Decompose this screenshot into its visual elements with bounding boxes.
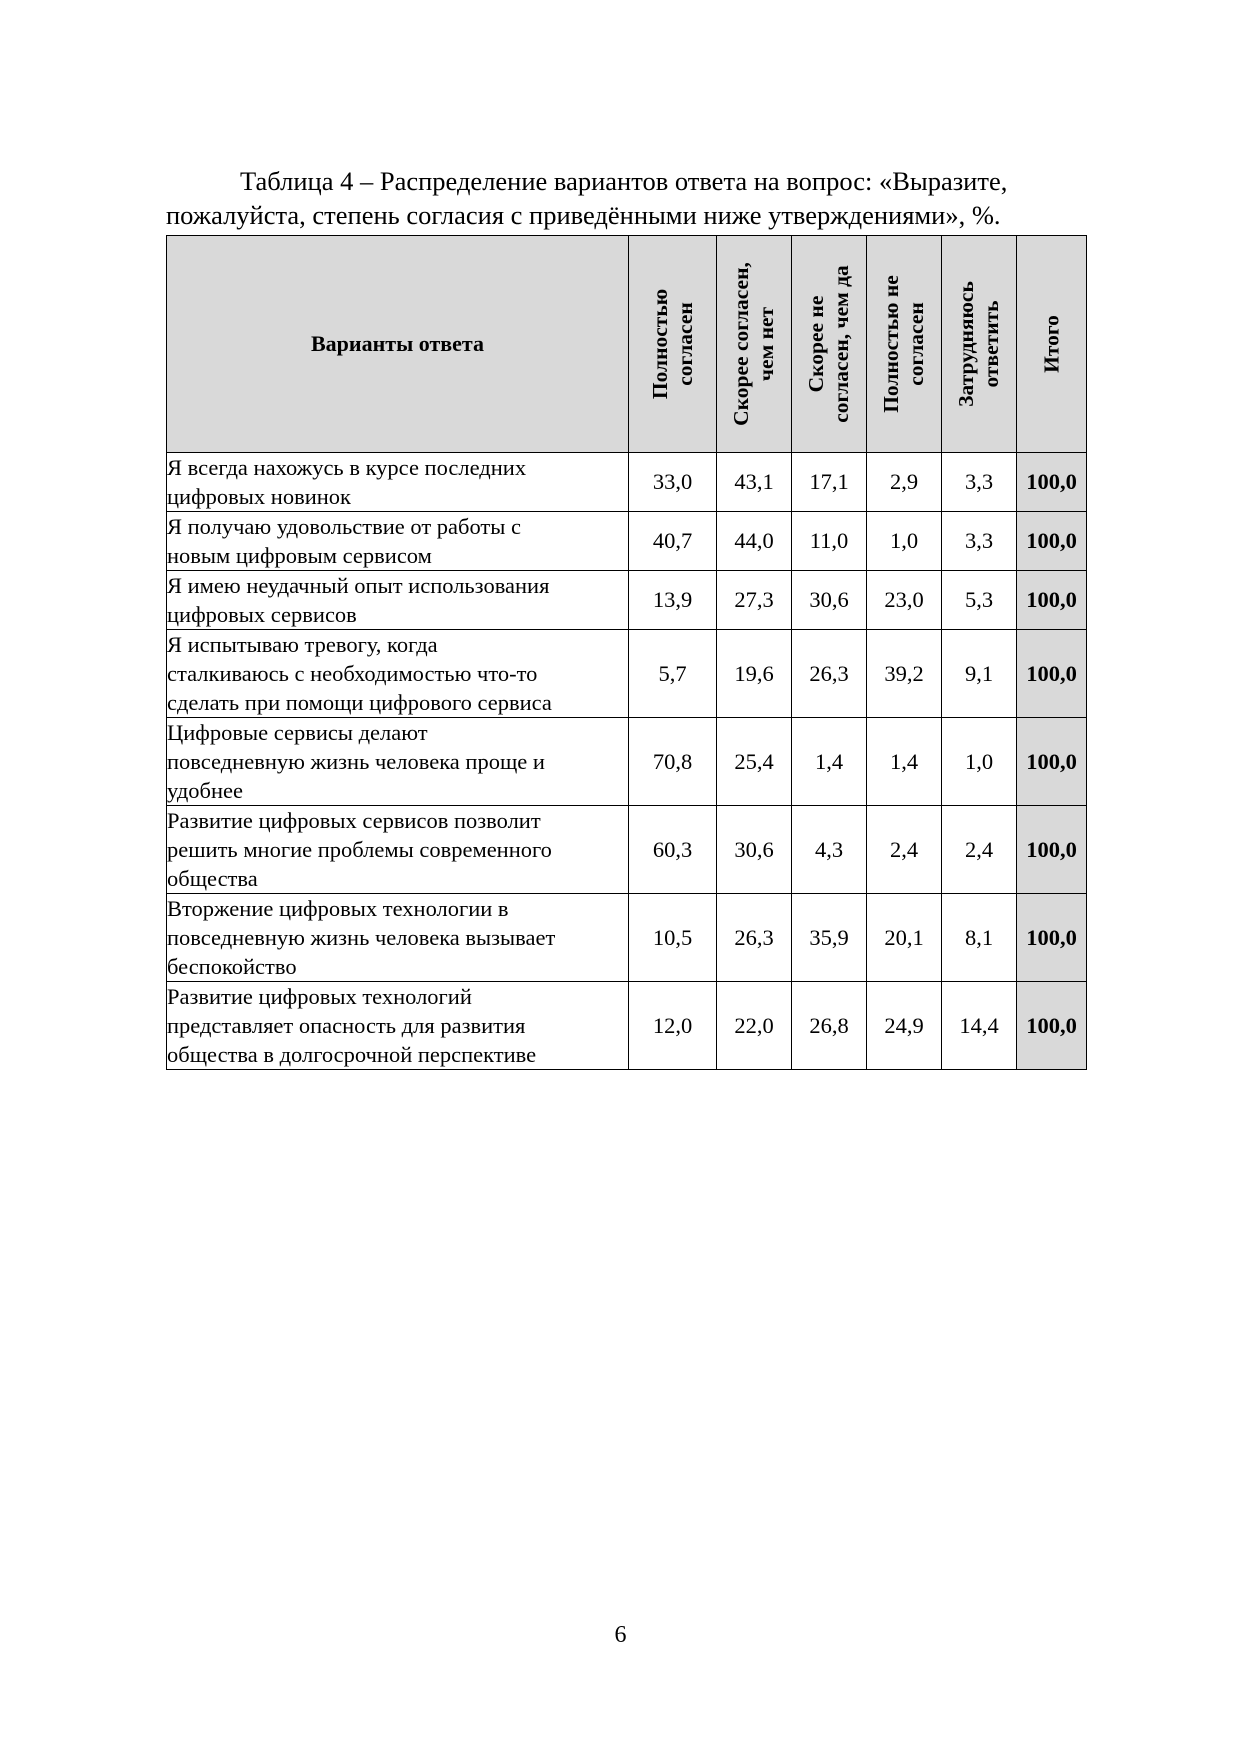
value-cell: 30,6 <box>792 571 867 630</box>
header-fully-disagree-line-1: Полностью не <box>879 275 903 413</box>
row-label-line: Развитие цифровых сервисов позволит <box>167 808 541 833</box>
row-label-line: повседневную жизнь человека проще и <box>167 749 545 774</box>
header-fully-agree-line-1: Полностью <box>647 288 672 400</box>
value-cell: 1,0 <box>942 718 1017 806</box>
total-cell: 100,0 <box>1017 512 1087 571</box>
table-header-row <box>167 236 1087 453</box>
value-cell: 70,8 <box>629 718 717 806</box>
value-cell: 1,4 <box>867 718 942 806</box>
value-cell: 9,1 <box>942 630 1017 718</box>
value-cell: 12,0 <box>629 982 717 1070</box>
table-row <box>167 806 1087 894</box>
total-cell: 100,0 <box>1017 894 1087 982</box>
header-rather-disagree-line-1: Скорее не <box>804 295 828 393</box>
value-cell: 4,3 <box>792 806 867 894</box>
row-label-line: удобнее <box>167 778 243 803</box>
value-cell: 5,7 <box>629 630 717 718</box>
total-cell: 100,0 <box>1017 806 1087 894</box>
total-cell: 100,0 <box>1017 453 1087 512</box>
row-label-line: Я испытываю тревогу, когда <box>167 632 438 657</box>
total-cell: 100,0 <box>1017 571 1087 630</box>
row-label <box>167 571 629 630</box>
row-label-line: сделать при помощи цифрового сервиса <box>167 690 552 715</box>
row-label <box>167 894 629 982</box>
value-cell: 2,9 <box>867 453 942 512</box>
header-rather-disagree <box>792 236 867 453</box>
row-label-line: Я всегда нахожусь в курсе последних <box>167 455 527 480</box>
value-cell: 39,2 <box>867 630 942 718</box>
row-label-line: Вторжение цифровых технологии в <box>167 896 509 921</box>
table-row <box>167 894 1087 982</box>
row-label <box>167 982 629 1070</box>
total-cell: 100,0 <box>1017 982 1087 1070</box>
value-cell: 26,3 <box>717 894 792 982</box>
header-total-line-1: Итого <box>1039 315 1063 373</box>
header-variants <box>167 236 629 453</box>
header-fully-agree-line-2: согласен <box>672 302 697 386</box>
value-cell: 20,1 <box>867 894 942 982</box>
row-label-line: цифровых новинок <box>167 484 351 509</box>
value-cell: 3,3 <box>942 512 1017 571</box>
table-row <box>167 512 1087 571</box>
header-fully-disagree <box>867 236 942 453</box>
value-cell: 14,4 <box>942 982 1017 1070</box>
row-label-line: Цифровые сервисы делают <box>167 720 428 745</box>
row-label-line: беспокойство <box>167 954 297 979</box>
row-label-line: общества в долгосрочной перспективе <box>167 1042 537 1067</box>
row-label <box>167 806 629 894</box>
value-cell: 1,4 <box>792 718 867 806</box>
value-cell: 40,7 <box>629 512 717 571</box>
header-rather-agree-line-2: чем нет <box>754 306 778 382</box>
value-cell: 19,6 <box>717 630 792 718</box>
row-label <box>167 718 629 806</box>
row-label <box>167 512 629 571</box>
header-rather-agree-line-1: Скорее согласен, <box>729 262 753 426</box>
header-hard-to-answer-line-2: ответить <box>979 300 1003 388</box>
header-fully-disagree-line-2: согласен <box>904 302 928 386</box>
value-cell: 5,3 <box>942 571 1017 630</box>
header-variants-label: Варианты ответа <box>311 331 484 356</box>
total-cell: 100,0 <box>1017 630 1087 718</box>
value-cell: 33,0 <box>629 453 717 512</box>
row-label <box>167 453 629 512</box>
survey-table <box>166 235 1087 1070</box>
row-label-line: новым цифровым сервисом <box>167 543 432 568</box>
header-hard-to-answer-line-1: Затрудняюсь <box>954 281 978 407</box>
row-label-line: представляет опасность для развития <box>167 1013 526 1038</box>
table-row <box>167 571 1087 630</box>
row-label-line: Я получаю удовольствие от работы с <box>167 514 521 539</box>
header-rather-disagree-line-2: согласен, чем да <box>829 265 853 423</box>
page-number: 6 <box>614 1622 627 1648</box>
row-label-line: сталкиваюсь с необходимостью что-то <box>167 661 538 686</box>
value-cell: 2,4 <box>942 806 1017 894</box>
value-cell: 3,3 <box>942 453 1017 512</box>
value-cell: 44,0 <box>717 512 792 571</box>
value-cell: 35,9 <box>792 894 867 982</box>
header-rather-agree <box>717 236 792 453</box>
table-row <box>167 982 1087 1070</box>
caption-line-1: Таблица 4 – Распределение вариантов ответа на вопрос: «Выразите, <box>240 166 1008 196</box>
value-cell: 17,1 <box>792 453 867 512</box>
value-cell: 27,3 <box>717 571 792 630</box>
row-label-line: цифровых сервисов <box>167 602 357 627</box>
value-cell: 10,5 <box>629 894 717 982</box>
value-cell: 1,0 <box>867 512 942 571</box>
value-cell: 2,4 <box>867 806 942 894</box>
caption-line-2: пожалуйста, степень согласия с приведёнными ниже утверждениями», %. <box>166 200 1001 230</box>
header-hard-to-answer <box>942 236 1017 453</box>
table-row <box>167 630 1087 718</box>
value-cell: 60,3 <box>629 806 717 894</box>
value-cell: 22,0 <box>717 982 792 1070</box>
table-caption <box>166 164 1086 232</box>
header-total <box>1017 236 1087 453</box>
row-label-line: Развитие цифровых технологий <box>167 984 472 1009</box>
value-cell: 43,1 <box>717 453 792 512</box>
value-cell: 11,0 <box>792 512 867 571</box>
value-cell: 26,8 <box>792 982 867 1070</box>
row-label <box>167 630 629 718</box>
value-cell: 13,9 <box>629 571 717 630</box>
row-label-line: повседневную жизнь человека вызывает <box>167 925 556 950</box>
row-label-line: решить многие проблемы современного <box>167 837 552 862</box>
row-label-line: Я имею неудачный опыт использования <box>167 573 550 598</box>
table-row <box>167 453 1087 512</box>
value-cell: 8,1 <box>942 894 1017 982</box>
total-cell: 100,0 <box>1017 718 1087 806</box>
value-cell: 24,9 <box>867 982 942 1070</box>
value-cell: 23,0 <box>867 571 942 630</box>
value-cell: 30,6 <box>717 806 792 894</box>
table-row <box>167 718 1087 806</box>
row-label-line: общества <box>167 866 258 891</box>
value-cell: 26,3 <box>792 630 867 718</box>
header-fully-agree <box>629 236 717 453</box>
value-cell: 25,4 <box>717 718 792 806</box>
